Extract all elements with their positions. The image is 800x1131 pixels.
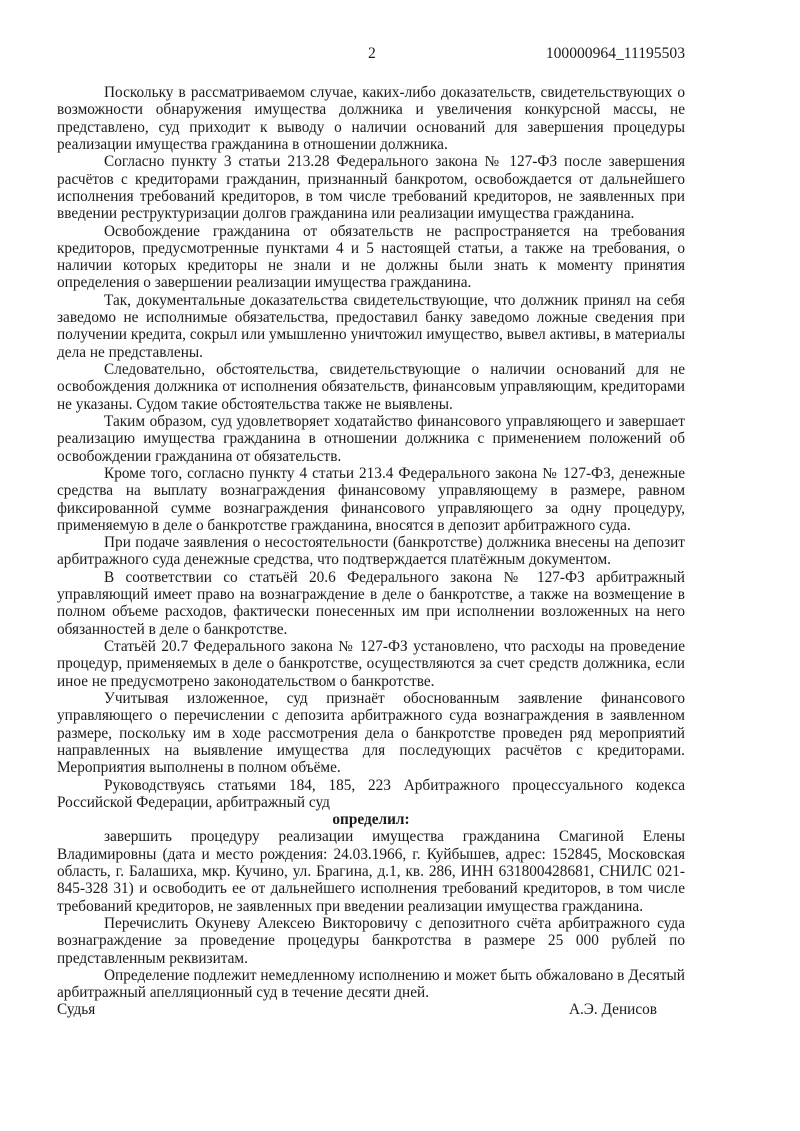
document-body: [57, 84, 685, 1002]
paragraph: Таким образом, суд удовлетворяет ходатайство финансового управляющего и завершает реализацию имущества гражданина в отношении должника с применением положений об освобождении гражданина от обязательств.: [57, 412, 685, 465]
judge-name: А.Э. Денисов: [568, 1001, 657, 1018]
ruling-paragraph: Перечислить Окуневу Алексею Викторовичу с депозитного счёта арбитражного суда вознаграждение за проведение процедуры банкротства в размере 25 000 рублей по представленным реквизитам.: [57, 915, 685, 967]
ruling-paragraph: Определение подлежит немедленному исполнению и может быть обжаловано в Десятый арбитражный апелляционный суд в течение десяти дней.: [57, 966, 685, 1002]
paragraph: Статьёй 20.7 Федерального закона № 127-ФЗ установлено, что расходы на проведение процедур, применяемых в деле о банкротстве, осуществляются за счет средств должника, если иное не предусмотрено законодательством о банкротстве.: [57, 638, 685, 690]
paragraph: Следовательно, обстоятельства, свидетельствующие о наличии оснований для не освобождения должника от исполнения обязательств, финансовым управляющим, кредиторами не указаны. Судом такие обстоятельства также не выявлены.: [57, 361, 685, 413]
document-id: 100000964_11195503: [545, 45, 685, 62]
paragraph: Кроме того, согласно пункту 4 статьи 213.4 Федерального закона № 127-ФЗ, денежные средства на выплату вознаграждения финансовому управляющему в размере, равном фиксированной сумме вознаграждения финансового управляющего за одну процедуру, применяемую в деле о банкротстве гражданина, вносятся в депозит арбитражного суда.: [57, 464, 685, 534]
paragraph: Согласно пункту 3 статьи 213.28 Федерального закона № 127-ФЗ после завершения расчётов с кредиторами гражданин, признанный банкротом, освобождается от дальнейшего исполнения требований кредиторов, в том числе требований кредиторов, не заявленных при введении реструктуризации долгов гражданина или реализации имущества гражданина.: [57, 153, 685, 223]
ruling-heading: определил:: [332, 811, 410, 829]
paragraph: В соответствии со статьёй 20.6 Федерального закона № 127-ФЗ арбитражный управляющий имеет право на вознаграждение в деле о банкротстве, а также на возмещение в полном объеме расходов, фактически понесенных им при исполнении возложенных на него обязанностей в деле о банкротстве.: [57, 568, 685, 638]
ruling-paragraph: завершить процедуру реализации имущества гражданина Смагиной Елены Владимировны (дата и место рождения: 24.03.1966, г. Куйбышев, адрес: 152845, Московская область, г. Балашиха, мкр. Кучино, ул. Брагина, д.1, кв. 286, ИНН 631800428681, СНИЛС 021-845-328 31) и освободить ее от дальнейшего исполнения требований кредиторов, в том числе требований кредиторов, не заявленных при введении реализации имущества гражданина.: [57, 828, 685, 915]
page-header: [57, 45, 685, 65]
paragraph: Руководствуясь статьями 184, 185, 223 Арбитражного процессуального кодекса Российской Федерации, арбитражный суд: [57, 776, 685, 811]
judge-label: Судья: [57, 1001, 96, 1018]
paragraph: Учитывая изложенное, суд признаёт обоснованным заявление финансового управляющего о перечислении с депозита арбитражного суда вознаграждения в заявленном размере, поскольку им в ходе рассмотрения дела о банкротстве проведен ряд мероприятий направленных на выявление имущества для последующих расчётов с кредиторами. Мероприятия выполнены в полном объёме.: [57, 689, 685, 777]
paragraph: Так, документальные доказательства свидетельствующие, что должник принял на себя заведомо не исполнимые обязательства, предоставил банку заведомо ложные сведения при получении кредита, сокрыл или умышленно уничтожил имущество, вывел активы, в материалы дела не представлены.: [57, 291, 685, 361]
paragraph: При подаче заявления о несостоятельности (банкротстве) должника внесены на депозит арбитражного суда денежные средства, что подтверждается платёжным документом.: [57, 534, 685, 569]
paragraph: Поскольку в рассматриваемом случае, каких-либо доказательств, свидетельствующих о возможности обнаружения имущества должника и увеличения конкурсной массы, не представлено, суд приходит к выводу о наличии оснований для завершения процедуры реализации имущества гражданина в отношении должника.: [57, 84, 685, 153]
page-number: 2: [368, 45, 376, 62]
paragraph: Освобождение гражданина от обязательств не распространяется на требования кредиторов, предусмотренные пунктами 4 и 5 настоящей статьи, а также на требования, о наличии которых кредиторы не знали и не должны были знать к моменту принятия определения о завершении реализации имущества гражданина.: [57, 222, 685, 292]
